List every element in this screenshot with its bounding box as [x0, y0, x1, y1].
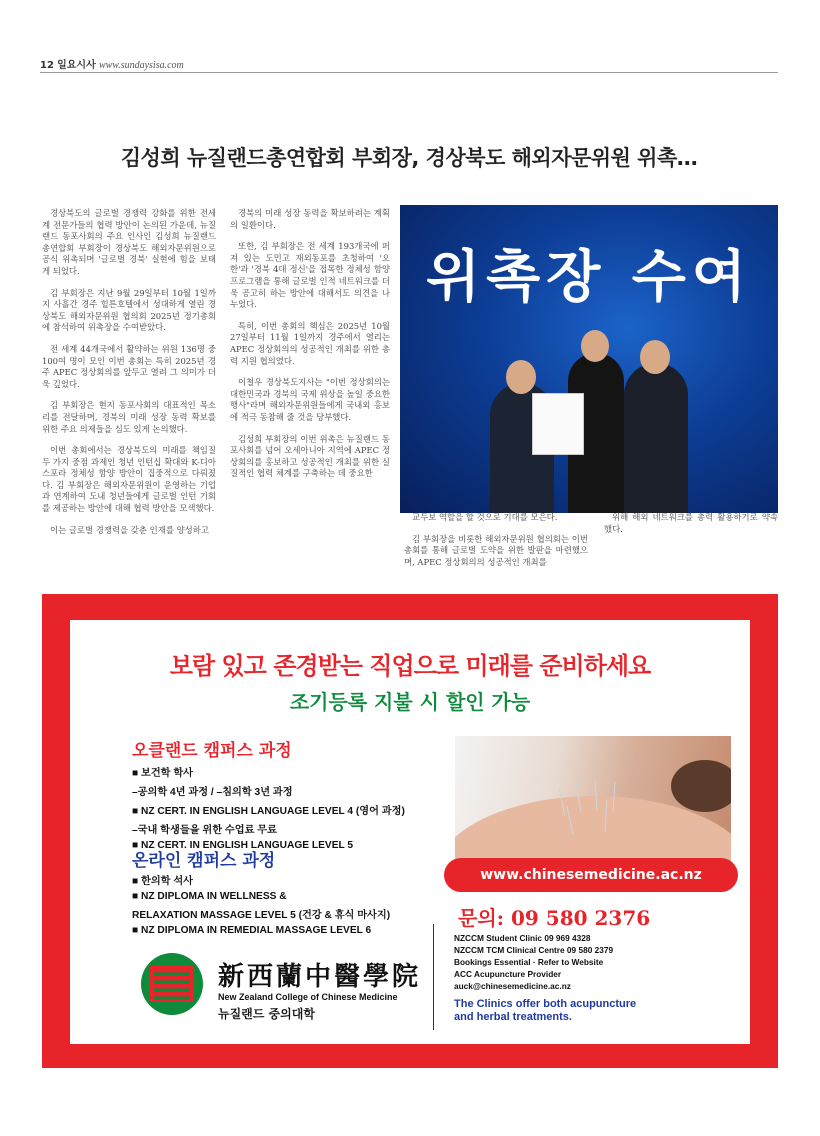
- paragraph: 전 세계 44개국에서 활약하는 위원 136명 중 100여 명이 모인 이번 총회는 특히 2025년 경주 APEC 정상회의를 앞두고 열려 그 의미가 더욱 깊었다.: [42, 343, 216, 389]
- clinic-line: NZCCM Student Clinic 09 969 4328: [454, 933, 591, 943]
- ad-title: 보람 있고 존경받는 직업으로 미래를 준비하세요: [169, 652, 651, 680]
- person-left-head: [506, 360, 536, 394]
- contact-phone: 문의: 09 580 2376: [458, 906, 651, 930]
- ad-inner-panel: [70, 620, 750, 1044]
- article-column-2: [230, 208, 390, 490]
- list-item: RELAXATION MASSAGE LEVEL 5 (건강 & 휴식 마사지): [132, 910, 391, 921]
- paragraph: 경북의 미래 성장 동력을 확보하려는 계획의 일환이다.: [230, 208, 390, 230]
- paragraph: 위해 해외 네트워크를 총력 활용하기로 약속했다.: [604, 512, 778, 534]
- list-item: ■ NZ DIPLOMA IN REMEDIAL MASSAGE LEVEL 6: [132, 925, 372, 936]
- paragraph: 이철우 경상북도지사는 "이번 정상회의는 대한민국과 경북의 국제 위상을 높일 중요한 행사"라며 해외자문위원들에게 국내외 홍보에 적극 동참해 줄 것을 당부했다.: [230, 377, 390, 422]
- list-item: ■ 한의학 석사: [132, 876, 194, 887]
- clinic-line: Bookings Essential · Refer to Website: [454, 957, 604, 967]
- article-column-3: [404, 512, 588, 578]
- acupuncture-photo: [455, 736, 731, 866]
- publication-name: 일요시사: [57, 60, 96, 71]
- online-course-title: 온라인 캠퍼스 과정: [132, 851, 276, 871]
- article-headline: 김성희 뉴질랜드총연합회 부회장, 경상북도 해외자문위원 위촉…: [120, 146, 698, 170]
- college-logo-icon: [140, 952, 204, 1016]
- article-column-4: [604, 512, 778, 545]
- site-url: www.sundaysisa.com: [98, 60, 184, 71]
- paragraph: 김 부회장은 지난 9월 29일부터 10월 1일까지 사흘간 경주 힐튼호텔에서 성대하게 열린 경상북도 해외자문위원 협의회 2025년 정기총회에 참석하여 위촉장을 수여받았다.: [42, 287, 216, 333]
- photo-banner-text: 위촉장 수여: [426, 245, 752, 310]
- clinic-info: [454, 932, 613, 992]
- divider: [433, 924, 434, 1030]
- offline-course-list: [132, 764, 405, 855]
- website-link[interactable]: www.chinesemedicine.ac.nz: [444, 858, 738, 892]
- list-item: ■ 보건학 학사: [132, 768, 194, 779]
- clinic-email[interactable]: auck@chinesemedicine.ac.nz: [454, 981, 571, 991]
- header-rule: [40, 72, 778, 73]
- clinic-tagline: [454, 998, 636, 1024]
- paragraph: 교두보 역할을 할 것으로 기대를 모은다.: [412, 512, 558, 522]
- tagline-line: and herbal treatments.: [454, 1011, 572, 1023]
- page-number: 12: [40, 60, 54, 71]
- list-item: –국내 학생들을 위한 수업료 무료: [132, 825, 277, 836]
- college-name-english: New Zealand College of Chinese Medicine: [218, 992, 398, 1002]
- clinic-line: NZCCM TCM Clinical Centre 09 580 2379: [454, 945, 614, 955]
- tagline-line: The Clinics offer both acupuncture: [454, 998, 637, 1010]
- paragraph: 특히, 이번 총회의 핵심은 2025년 10월 27일부터 11월 1일까지 경주에서 열리는 APEC 정상회의의 성공적인 개최를 위한 총력 지원 협의였다.: [230, 320, 390, 366]
- list-item: ■ NZ DIPLOMA IN WELLNESS &: [132, 891, 287, 902]
- person-right-head: [640, 340, 670, 374]
- college-advertisement: [42, 594, 778, 1068]
- certificate: [532, 393, 584, 455]
- paragraph: 경상북도의 글로벌 경쟁력 강화를 위한 전세계 전문가들의 협력 방안이 논의된 가운데, 뉴질랜드 동포사회의 주요 인사인 김성희 뉴질랜드총연합회 부회장이 경상북도 해외자문위원으로 공식 위촉되며 '글로벌 경북' 실현에 힘을 보태게 되었다.: [42, 208, 216, 276]
- paragraph: 또한, 김 부회장은 전 세계 193개국에 퍼져 있는 도민고 재외동포를 초청하여 '오한'과 '경북 4대 정신'을 접목한 정체성 함양 프로그램을 통해 글로벌 인적 네트워크를 더욱 공고히 하는 방안에 대해서도 의견을 나누었다.: [230, 241, 390, 310]
- person-right: [624, 363, 688, 513]
- online-course-list: [132, 872, 390, 940]
- page-header: [40, 56, 184, 71]
- list-item: ■ NZ CERT. IN ENGLISH LANGUAGE LEVEL 5: [132, 840, 354, 851]
- article-column-1: [42, 208, 216, 546]
- paragraph: 김 부회장은 현지 동포사회의 대표적인 목소리를 전달하며, 경북의 미래 성장 동력 확보를 위한 주요 의제들을 심도 있게 논의했다.: [42, 400, 216, 434]
- list-item: ■ NZ CERT. IN ENGLISH LANGUAGE LEVEL 4 (영어 과정): [132, 806, 405, 817]
- award-photo: [400, 205, 778, 513]
- list-item: –공의학 4년 과정 / –침의학 3년 과정: [132, 787, 293, 798]
- acupuncture-needles-graphic: [455, 736, 731, 866]
- paragraph: 김성희 부회장의 이번 위촉은 뉴질랜드 동포사회를 넘어 오세아니아 지역에 APEC 정상회의를 홍보하고 성공적인 개최를 위한 실질적인 협력 체계를 구축하는 데 중요한: [230, 433, 390, 479]
- clinic-line: ACC Acupuncture Provider: [454, 969, 562, 979]
- ad-subtitle: 조기등록 지불 시 할인 가능: [289, 690, 531, 714]
- offline-course-title: 오클랜드 캠퍼스 과정: [132, 741, 292, 761]
- college-name-chinese: 新西蘭中醫學院: [218, 962, 422, 992]
- college-name-korean: 뉴질랜드 중의대학: [218, 1007, 315, 1021]
- paragraph: 김 부회장을 비롯한 해외자문위원 협의회는 이번 총회를 통해 글로벌 도약을 위한 발판을 마련했으며, APEC 정상회의의 성공적인 개최를: [404, 533, 588, 567]
- person-center-head: [581, 330, 609, 362]
- paragraph: 이번 총회에서는 경상북도의 미래를 책임질 두 가지 중점 과제인 청년 인턴십 확대와 K-디아스포라 정체성 함양 방안이 집중적으로 다뤄졌다. 김 부회장은 해외자문위원이 운영하는 기업과 연계하여 도내 청년들에게 글로벌 인턴 기회를 제공하는 방안에 대해 협력 방안을 모색했다.: [42, 445, 216, 514]
- paragraph: 이는 글로벌 경쟁력을 갖춘 인재를 양성하고: [50, 524, 209, 535]
